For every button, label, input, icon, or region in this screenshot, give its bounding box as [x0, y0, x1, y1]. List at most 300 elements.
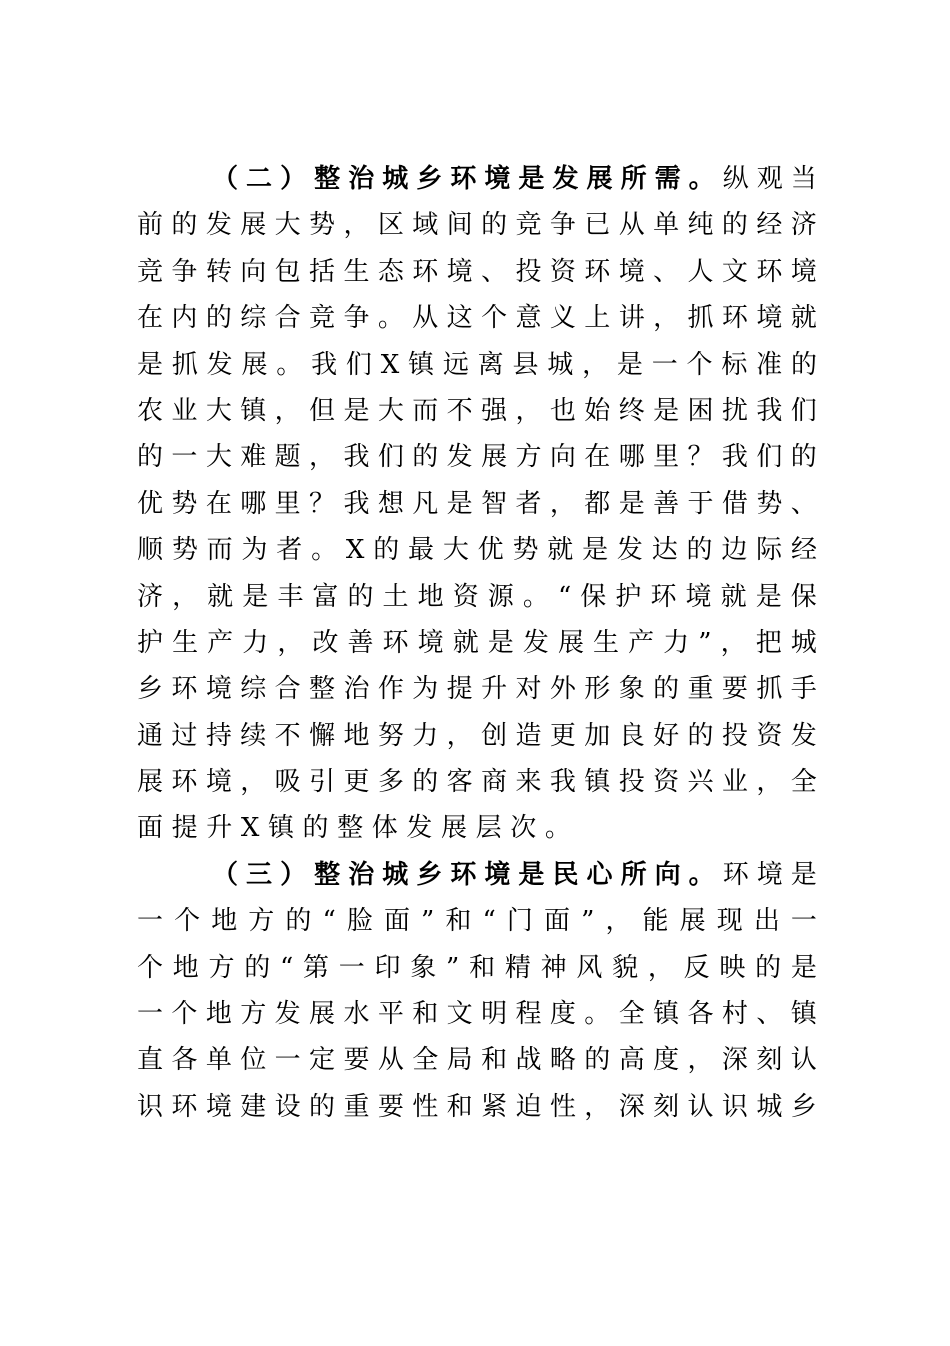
text-char: 造 — [515, 720, 542, 751]
text-char: 合 — [274, 674, 301, 705]
text-char: 境 — [417, 627, 444, 658]
text-char: 镇 — [653, 999, 680, 1030]
heading-char: 民 — [552, 859, 579, 890]
text-line — [137, 574, 817, 620]
text-char: 发 — [406, 813, 433, 844]
text-char: 济 — [137, 581, 164, 612]
text-char: 题 — [274, 442, 301, 473]
text-char: 。 — [276, 349, 303, 380]
text-char: 纯 — [687, 210, 714, 241]
text-char: 大 — [274, 210, 301, 241]
text-char: ， — [756, 767, 783, 798]
text-char: 位 — [240, 1045, 267, 1076]
text-char: 纵 — [722, 164, 749, 194]
text-line — [137, 156, 817, 202]
text-char: 、 — [481, 256, 508, 287]
text-char: 识 — [721, 1091, 748, 1122]
text-char: 就 — [720, 581, 747, 612]
text-char: 象 — [618, 674, 645, 705]
text-char: 我 — [343, 488, 370, 519]
text-char: 势 — [171, 535, 198, 566]
text-char: 业 — [171, 395, 198, 426]
heading-char: 。 — [688, 859, 715, 890]
heading-char: 乡 — [416, 859, 443, 890]
text-char: 竞 — [309, 303, 336, 334]
text-char: 好 — [653, 720, 680, 751]
text-char: 定 — [309, 1045, 336, 1076]
text-char: 争 — [549, 210, 576, 241]
text-char: 脸 — [346, 906, 373, 937]
text-char: 刻 — [653, 1091, 680, 1122]
text-char: 生 — [593, 627, 620, 658]
text-char: 全 — [790, 767, 817, 798]
text-char: 个 — [174, 906, 201, 937]
text-char: ” — [446, 952, 460, 983]
text-char: 城 — [790, 627, 817, 658]
text-char: 高 — [618, 1045, 645, 1076]
heading-char: 整 — [314, 164, 341, 194]
text-char: 势 — [512, 535, 539, 566]
text-char: 方 — [248, 906, 275, 937]
text-char: 方 — [240, 999, 267, 1030]
text-char: 地 — [343, 720, 370, 751]
text-char: 已 — [584, 210, 611, 241]
text-char: 吸 — [274, 767, 301, 798]
text-char: 就 — [790, 303, 817, 334]
text-char: 个 — [171, 999, 198, 1030]
text-char: 全 — [412, 1045, 439, 1076]
text-char: 。 — [377, 303, 404, 334]
text-char: 展 — [309, 999, 336, 1030]
text-char: 体 — [371, 813, 398, 844]
text-char: 升 — [481, 674, 508, 705]
text-char: 护 — [615, 581, 642, 612]
text-char: 略 — [549, 1045, 576, 1076]
text-char: X — [380, 349, 400, 380]
text-char: 度 — [653, 1045, 680, 1076]
text-char: 发 — [205, 210, 232, 241]
text-char: 的 — [755, 952, 782, 983]
text-char: 风 — [576, 952, 603, 983]
text-char: 县 — [512, 349, 539, 380]
text-line — [137, 434, 817, 480]
text-char: 抓 — [756, 674, 783, 705]
text-char: 局 — [446, 1045, 473, 1076]
text-char: 来 — [515, 767, 542, 798]
text-char: 性 — [549, 1091, 576, 1122]
text-char: ， — [687, 1045, 714, 1076]
text-char: 哪 — [618, 442, 645, 473]
text-char: 发 — [446, 442, 473, 473]
text-char: 地 — [205, 999, 232, 1030]
text-char: 的 — [412, 442, 439, 473]
heading-char: （ — [212, 164, 239, 194]
text-line — [137, 852, 817, 898]
text-char: 境 — [205, 674, 232, 705]
text-char: 观 — [756, 164, 783, 194]
text-char: 力 — [663, 627, 690, 658]
text-char: 远 — [442, 349, 469, 380]
text-char: 在 — [137, 303, 164, 334]
text-char: 而 — [206, 535, 233, 566]
text-char: 境 — [790, 256, 817, 287]
text-char: ” — [698, 627, 712, 658]
text-char: “ — [322, 906, 336, 937]
text-char: 过 — [171, 720, 198, 751]
heading-char: 是 — [518, 164, 545, 194]
text-char: 和 — [446, 1091, 473, 1122]
heading-char: 所 — [620, 164, 647, 194]
text-char: 的 — [302, 813, 329, 844]
text-char: 是 — [653, 395, 680, 426]
text-char: 括 — [309, 256, 336, 287]
text-char: 善 — [347, 627, 374, 658]
text-char: 懈 — [309, 720, 336, 751]
text-char: 商 — [481, 767, 508, 798]
text-char: 境 — [685, 581, 712, 612]
text-char: 外 — [549, 674, 576, 705]
text-line — [137, 713, 817, 759]
text-char: 。 — [522, 581, 549, 612]
text-char: 业 — [721, 767, 748, 798]
text-char: 在 — [205, 488, 232, 519]
text-char: 的 — [686, 535, 713, 566]
text-char: 映 — [719, 952, 746, 983]
text-char: 是 — [242, 581, 269, 612]
text-char: 地 — [417, 581, 444, 612]
text-char: 优 — [477, 535, 504, 566]
text-char: ， — [582, 349, 609, 380]
text-char: 争 — [343, 303, 370, 334]
text-char: 间 — [446, 210, 473, 241]
text-char: 良 — [618, 720, 645, 751]
text-char: 发 — [790, 720, 817, 751]
text-char: 济 — [790, 210, 817, 241]
text-char: 重 — [343, 1091, 370, 1122]
text-char: 的 — [137, 442, 164, 473]
text-char: 的 — [205, 303, 232, 334]
text-char: 环 — [171, 1091, 198, 1122]
text-char: 能 — [642, 906, 669, 937]
text-char: 产 — [207, 627, 234, 658]
text-char: 力 — [412, 720, 439, 751]
text-char: 我 — [549, 767, 576, 798]
heading-char: 所 — [620, 859, 647, 890]
text-char: 生 — [172, 627, 199, 658]
text-char: 始 — [584, 395, 611, 426]
text-char: 际 — [756, 535, 783, 566]
text-char: 展 — [241, 349, 268, 380]
text-char: 困 — [687, 395, 714, 426]
text-char: 紧 — [481, 1091, 508, 1122]
text-line — [137, 527, 817, 573]
text-char: 讲 — [618, 303, 645, 334]
text-char: 大 — [442, 535, 469, 566]
text-char: 门 — [506, 906, 533, 937]
text-char: 镇 — [408, 349, 435, 380]
text-line — [137, 481, 817, 527]
text-char: 我 — [343, 442, 370, 473]
text-char: 和 — [481, 1045, 508, 1076]
text-char: 展 — [679, 906, 706, 937]
text-char: 的 — [309, 1091, 336, 1122]
text-char: 投 — [618, 767, 645, 798]
text-char: 。 — [544, 813, 571, 844]
text-char: 势 — [756, 488, 783, 519]
text-char: 和 — [412, 999, 439, 1030]
text-char: 大 — [205, 395, 232, 426]
text-char: 土 — [382, 581, 409, 612]
text-char: 更 — [549, 720, 576, 751]
text-char: 乡 — [790, 1091, 817, 1122]
text-line — [137, 666, 817, 712]
text-char: 扰 — [721, 395, 748, 426]
text-char: 单 — [205, 1045, 232, 1076]
text-char: 镇 — [267, 813, 294, 844]
text-char: ， — [240, 767, 267, 798]
text-char: 环 — [171, 767, 198, 798]
text-char: ， — [584, 1091, 611, 1122]
text-char: ， — [515, 395, 542, 426]
text-char: 想 — [377, 488, 404, 519]
heading-char: 展 — [586, 164, 613, 194]
text-char: 资 — [653, 767, 680, 798]
text-char: 手 — [790, 674, 817, 705]
text-line — [137, 945, 817, 991]
text-char: 环 — [756, 256, 783, 287]
text-char: 境 — [756, 859, 783, 890]
text-char: 、 — [790, 488, 817, 519]
text-char: 深 — [618, 1091, 645, 1122]
text-char: “ — [280, 952, 294, 983]
text-char: 努 — [377, 720, 404, 751]
text-char: 源 — [487, 581, 514, 612]
text-char: 文 — [446, 999, 473, 1030]
text-char: 村 — [721, 999, 748, 1030]
text-char: 是 — [755, 581, 782, 612]
text-char: 面 — [543, 906, 570, 937]
text-char: 从 — [412, 303, 439, 334]
text-char: 离 — [477, 349, 504, 380]
heading-char: 境 — [484, 164, 511, 194]
heading-char: 治 — [348, 164, 375, 194]
heading-char: 心 — [586, 859, 613, 890]
text-char: ， — [172, 581, 199, 612]
text-char: 个 — [481, 303, 508, 334]
text-char: 境 — [205, 1091, 232, 1122]
text-char: X — [345, 535, 365, 566]
text-char: 认 — [790, 1045, 817, 1076]
text-char: 刻 — [756, 1045, 783, 1076]
text-line — [137, 295, 817, 341]
text-char: 环 — [382, 627, 409, 658]
text-char: 要 — [377, 1091, 404, 1122]
text-char: 是 — [137, 349, 164, 380]
text-char: 一 — [790, 906, 817, 937]
text-char: 我 — [311, 349, 338, 380]
text-char: 智 — [481, 488, 508, 519]
text-char: 从 — [618, 210, 645, 241]
text-char: 的 — [373, 535, 400, 566]
text-char: 为 — [412, 674, 439, 705]
heading-char: 境 — [484, 859, 511, 890]
text-char: 的 — [412, 767, 439, 798]
text-char: 引 — [309, 767, 336, 798]
text-char: 的 — [244, 952, 271, 983]
text-char: 的 — [721, 210, 748, 241]
text-char: 产 — [628, 627, 655, 658]
text-char: 大 — [205, 442, 232, 473]
text-char: 展 — [481, 442, 508, 473]
text-char: ， — [605, 906, 632, 937]
text-char: 于 — [687, 488, 714, 519]
text-char: 发 — [274, 999, 301, 1030]
text-char: 镇 — [584, 767, 611, 798]
text-char: 里 — [274, 488, 301, 519]
text-char: 兴 — [687, 767, 714, 798]
text-char: 准 — [756, 349, 783, 380]
text-char: 势 — [309, 210, 336, 241]
text-char: 度 — [549, 999, 576, 1030]
text-char: 第 — [303, 952, 330, 983]
text-char: 的 — [347, 581, 374, 612]
text-char: 争 — [171, 256, 198, 287]
text-char: 认 — [687, 1091, 714, 1122]
text-char: 多 — [377, 767, 404, 798]
text-char: 上 — [584, 303, 611, 334]
heading-char: 需 — [654, 164, 681, 194]
text-char: 地 — [211, 906, 238, 937]
text-char: 当 — [790, 164, 817, 194]
text-char: 是 — [616, 349, 643, 380]
text-char: 就 — [547, 535, 574, 566]
text-char: 乡 — [137, 674, 164, 705]
text-line — [137, 1084, 817, 1130]
text-char: ， — [549, 488, 576, 519]
text-char: 境 — [618, 256, 645, 287]
text-char: 面 — [383, 906, 410, 937]
text-char: 资 — [452, 581, 479, 612]
text-char: 而 — [412, 395, 439, 426]
text-char: 里 — [653, 442, 680, 473]
text-line — [137, 249, 817, 295]
text-char: 客 — [446, 767, 473, 798]
text-char: 抓 — [171, 349, 198, 380]
text-char: 文 — [721, 256, 748, 287]
text-char: 在 — [584, 442, 611, 473]
text-char: 神 — [540, 952, 567, 983]
text-char: 全 — [618, 999, 645, 1030]
text-char: 保 — [790, 581, 817, 612]
text-char: ， — [653, 303, 680, 334]
heading-char: 环 — [450, 859, 477, 890]
text-char: 个 — [137, 952, 164, 983]
text-char: 不 — [446, 395, 473, 426]
text-line — [137, 342, 817, 388]
text-char: ” — [421, 906, 435, 937]
text-char: 各 — [687, 999, 714, 1030]
text-char: 保 — [580, 581, 607, 612]
heading-char: 乡 — [416, 164, 443, 194]
text-char: 环 — [171, 674, 198, 705]
text-char: 次 — [510, 813, 537, 844]
text-char: 整 — [309, 674, 336, 705]
text-char: 的 — [790, 349, 817, 380]
text-char: 反 — [683, 952, 710, 983]
text-char: ， — [647, 952, 674, 983]
text-char: 通 — [137, 720, 164, 751]
text-char: 水 — [343, 999, 370, 1030]
text-char: 义 — [549, 303, 576, 334]
text-char: 综 — [240, 674, 267, 705]
text-char: 环 — [650, 581, 677, 612]
text-char: 治 — [343, 674, 370, 705]
text-line — [137, 759, 817, 805]
text-char: 持 — [205, 720, 232, 751]
text-char: 创 — [481, 720, 508, 751]
text-char: 层 — [475, 813, 502, 844]
text-char: ， — [274, 395, 301, 426]
text-char: 发 — [522, 627, 549, 658]
text-char: 达 — [651, 535, 678, 566]
text-char: 的 — [790, 442, 817, 473]
text-char: 貌 — [612, 952, 639, 983]
text-char: 环 — [721, 303, 748, 334]
text-char: 哪 — [240, 488, 267, 519]
text-char: 地 — [172, 952, 199, 983]
text-char: 出 — [753, 906, 780, 937]
text-line — [137, 388, 817, 434]
text-char: “ — [482, 906, 496, 937]
heading-char: ） — [280, 164, 307, 194]
text-char: 更 — [343, 767, 370, 798]
text-char: 不 — [274, 720, 301, 751]
text-line — [137, 898, 817, 944]
text-line — [137, 991, 817, 1037]
text-char: 一 — [137, 999, 164, 1030]
text-char: 内 — [171, 303, 198, 334]
text-line — [137, 620, 817, 666]
text-char: 一 — [338, 952, 365, 983]
text-char: 生 — [343, 256, 370, 287]
text-char: 前 — [137, 210, 164, 241]
text-line — [137, 805, 817, 851]
heading-char: 城 — [382, 164, 409, 194]
text-char: 印 — [374, 952, 401, 983]
text-char: 经 — [756, 210, 783, 241]
text-char: ， — [720, 627, 747, 658]
text-char: 战 — [515, 1045, 542, 1076]
text-char: 。 — [584, 999, 611, 1030]
text-char: 富 — [312, 581, 339, 612]
text-char: 强 — [481, 395, 508, 426]
text-char: 顺 — [137, 535, 164, 566]
text-char: 一 — [274, 1045, 301, 1076]
text-char: 各 — [171, 1045, 198, 1076]
text-line — [137, 1037, 817, 1083]
text-char: 单 — [653, 210, 680, 241]
text-char: 提 — [446, 674, 473, 705]
text-char: 向 — [549, 442, 576, 473]
text-char: 境 — [446, 256, 473, 287]
text-char: 们 — [790, 395, 817, 426]
text-char: “ — [557, 581, 572, 612]
text-char: 镇 — [790, 999, 817, 1030]
text-char: 是 — [343, 395, 370, 426]
heading-char: 。 — [688, 164, 715, 194]
text-char: 发 — [616, 535, 643, 566]
text-char: 续 — [240, 720, 267, 751]
